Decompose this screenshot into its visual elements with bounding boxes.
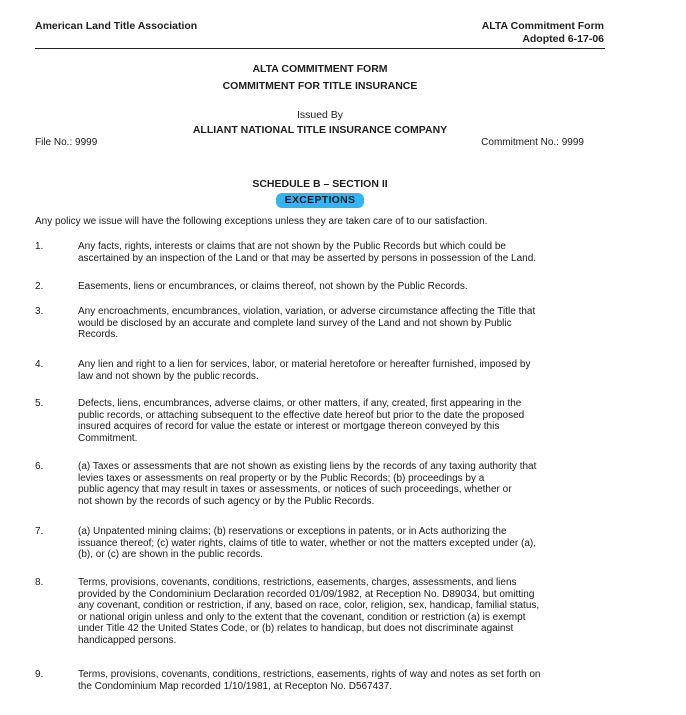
header-org: American Land Title Association [35,20,198,32]
header-form-info [482,20,604,46]
intro-text: Any policy we issue will have the following exceptions unless they are taken care of to our satisfaction. [35,216,488,227]
exception-text-line: (b), or (c) are shown in the public records. [78,549,264,561]
exception-item [35,241,605,264]
exception-text-line: or national origin unless and only to the extent that the covenant, condition or restriction (a) is exempt [78,611,526,623]
exception-number: 4. [35,359,44,370]
exception-text-line: Records. [78,329,119,341]
exception-text-line: Any facts, rights, interests or claims that are not shown by the Public Records but which could be [78,241,506,252]
exception-text-line: provided by the Condominium Declaration recorded 01/09/1982, at Reception No. D89034, but omitting [78,588,535,600]
title-line2: COMMITMENT FOR TITLE INSURANCE [222,80,418,92]
exception-number: 3. [35,306,44,317]
exception-text [78,281,603,293]
exception-text-line: not shown by the records of such agency or by the Public Records. [78,495,375,507]
exception-number: 7. [35,526,44,537]
exception-item [35,359,605,382]
schedule-heading: SCHEDULE B – SECTION II [252,178,388,190]
exception-item [35,281,605,293]
exception-item [35,526,605,561]
exception-item [35,306,605,341]
exception-number: 6. [35,461,44,472]
exception-item [35,669,605,692]
exception-text-line: (a) Taxes or assessments that are not shown as existing liens by the records of any taxing authority that [78,461,537,472]
exception-text-line: Terms, provisions, covenants, conditions, restrictions, easements, rights of way and notes as set forth on [78,669,541,680]
exception-text-line: the Condominium Map recorded 1/10/1981, at Recepton No. D567437. [78,680,393,692]
exception-text [78,398,603,444]
exception-text-line: under Title 42 the United States Code, or (b) relates to handicap, but does not discriminate against [78,623,514,635]
title-line1: ALTA COMMITMENT FORM [252,63,388,75]
exception-text-line: Easements, liens or encumbrances, or claims thereof, not shown by the Public Records. [78,281,468,292]
exception-text [78,306,603,341]
exception-text-line: public records, or attaching subsequent to the effective date hereof but prior to the date the proposed [78,409,525,421]
exception-text-line: law and not shown by the public records. [78,370,259,382]
exception-text [78,241,603,264]
exception-text-line: Defects, liens, encumbrances, adverse claims, or other matters, if any, created, first appearing in the [78,398,522,409]
exception-item [35,461,605,507]
exception-text [78,359,603,382]
exception-text-line: public agency that may result in taxes or assessments, or notices of such proceedings, whether or [78,484,512,496]
company-name: ALLIANT NATIONAL TITLE INSURANCE COMPANY [192,124,448,136]
exception-text-line: Any lien and right to a lien for services, labor, or material heretofore or hereafter furnished, imposed by [78,359,531,370]
exception-text-line: Any encroachments, encumbrances, violation, variation, or adverse circumstance affecting the Title that [78,306,536,317]
exception-text-line: would be disclosed by an accurate and complete land survey of the Land and not shown by Public [78,317,512,329]
exception-number: 9. [35,669,44,680]
exception-text [78,577,603,647]
exceptions-heading-wrap [0,190,640,208]
exception-number: 8. [35,577,44,588]
exception-text [78,526,603,561]
exception-text-line: any covenant, condition or restriction, if any, based on race, color, religion, sex, handicap, familial status, [78,600,540,612]
header-divider [35,48,605,49]
exception-text-line: Terms, provisions, covenants, conditions, restrictions, easements, charges, assessments, and liens [78,577,517,588]
exception-number: 5. [35,398,44,409]
issued-by: Issued By [296,109,344,121]
header-adopted: Adopted 6-17-06 [522,33,604,45]
exception-text-line: levies taxes or assessments on real property or by the Public Records; (b) proceedings by a [78,472,485,484]
exception-text [78,669,603,692]
exceptions-highlight: EXCEPTIONS [276,193,365,208]
exception-number: 1. [35,241,44,252]
exception-text-line: Commitment. [78,432,138,444]
exception-number: 2. [35,281,44,292]
exception-item [35,398,605,444]
commitment-number: Commitment No.: 9999 [481,137,584,148]
exception-text-line: ascertained by an inspection of the Land or that may be asserted by persons in possession of the Land. [78,252,537,264]
exception-text-line: issuance thereof; (c) water rights, claims of title to water, whether or not the matters excepted under (a), [78,537,536,549]
exception-text [78,461,603,507]
exception-item [35,577,605,647]
file-number: File No.: 9999 [35,137,98,148]
exception-text-line: (a) Unpatented mining claims; (b) reservations or exceptions in patents, or in Acts authorizing the [78,526,507,537]
exception-text-line: handicapped persons. [78,634,177,646]
header-form-name: ALTA Commitment Form [481,20,604,32]
exception-text-line: insured acquires of record for value the estate or interest or mortgage thereon conveyed by this [78,421,500,433]
